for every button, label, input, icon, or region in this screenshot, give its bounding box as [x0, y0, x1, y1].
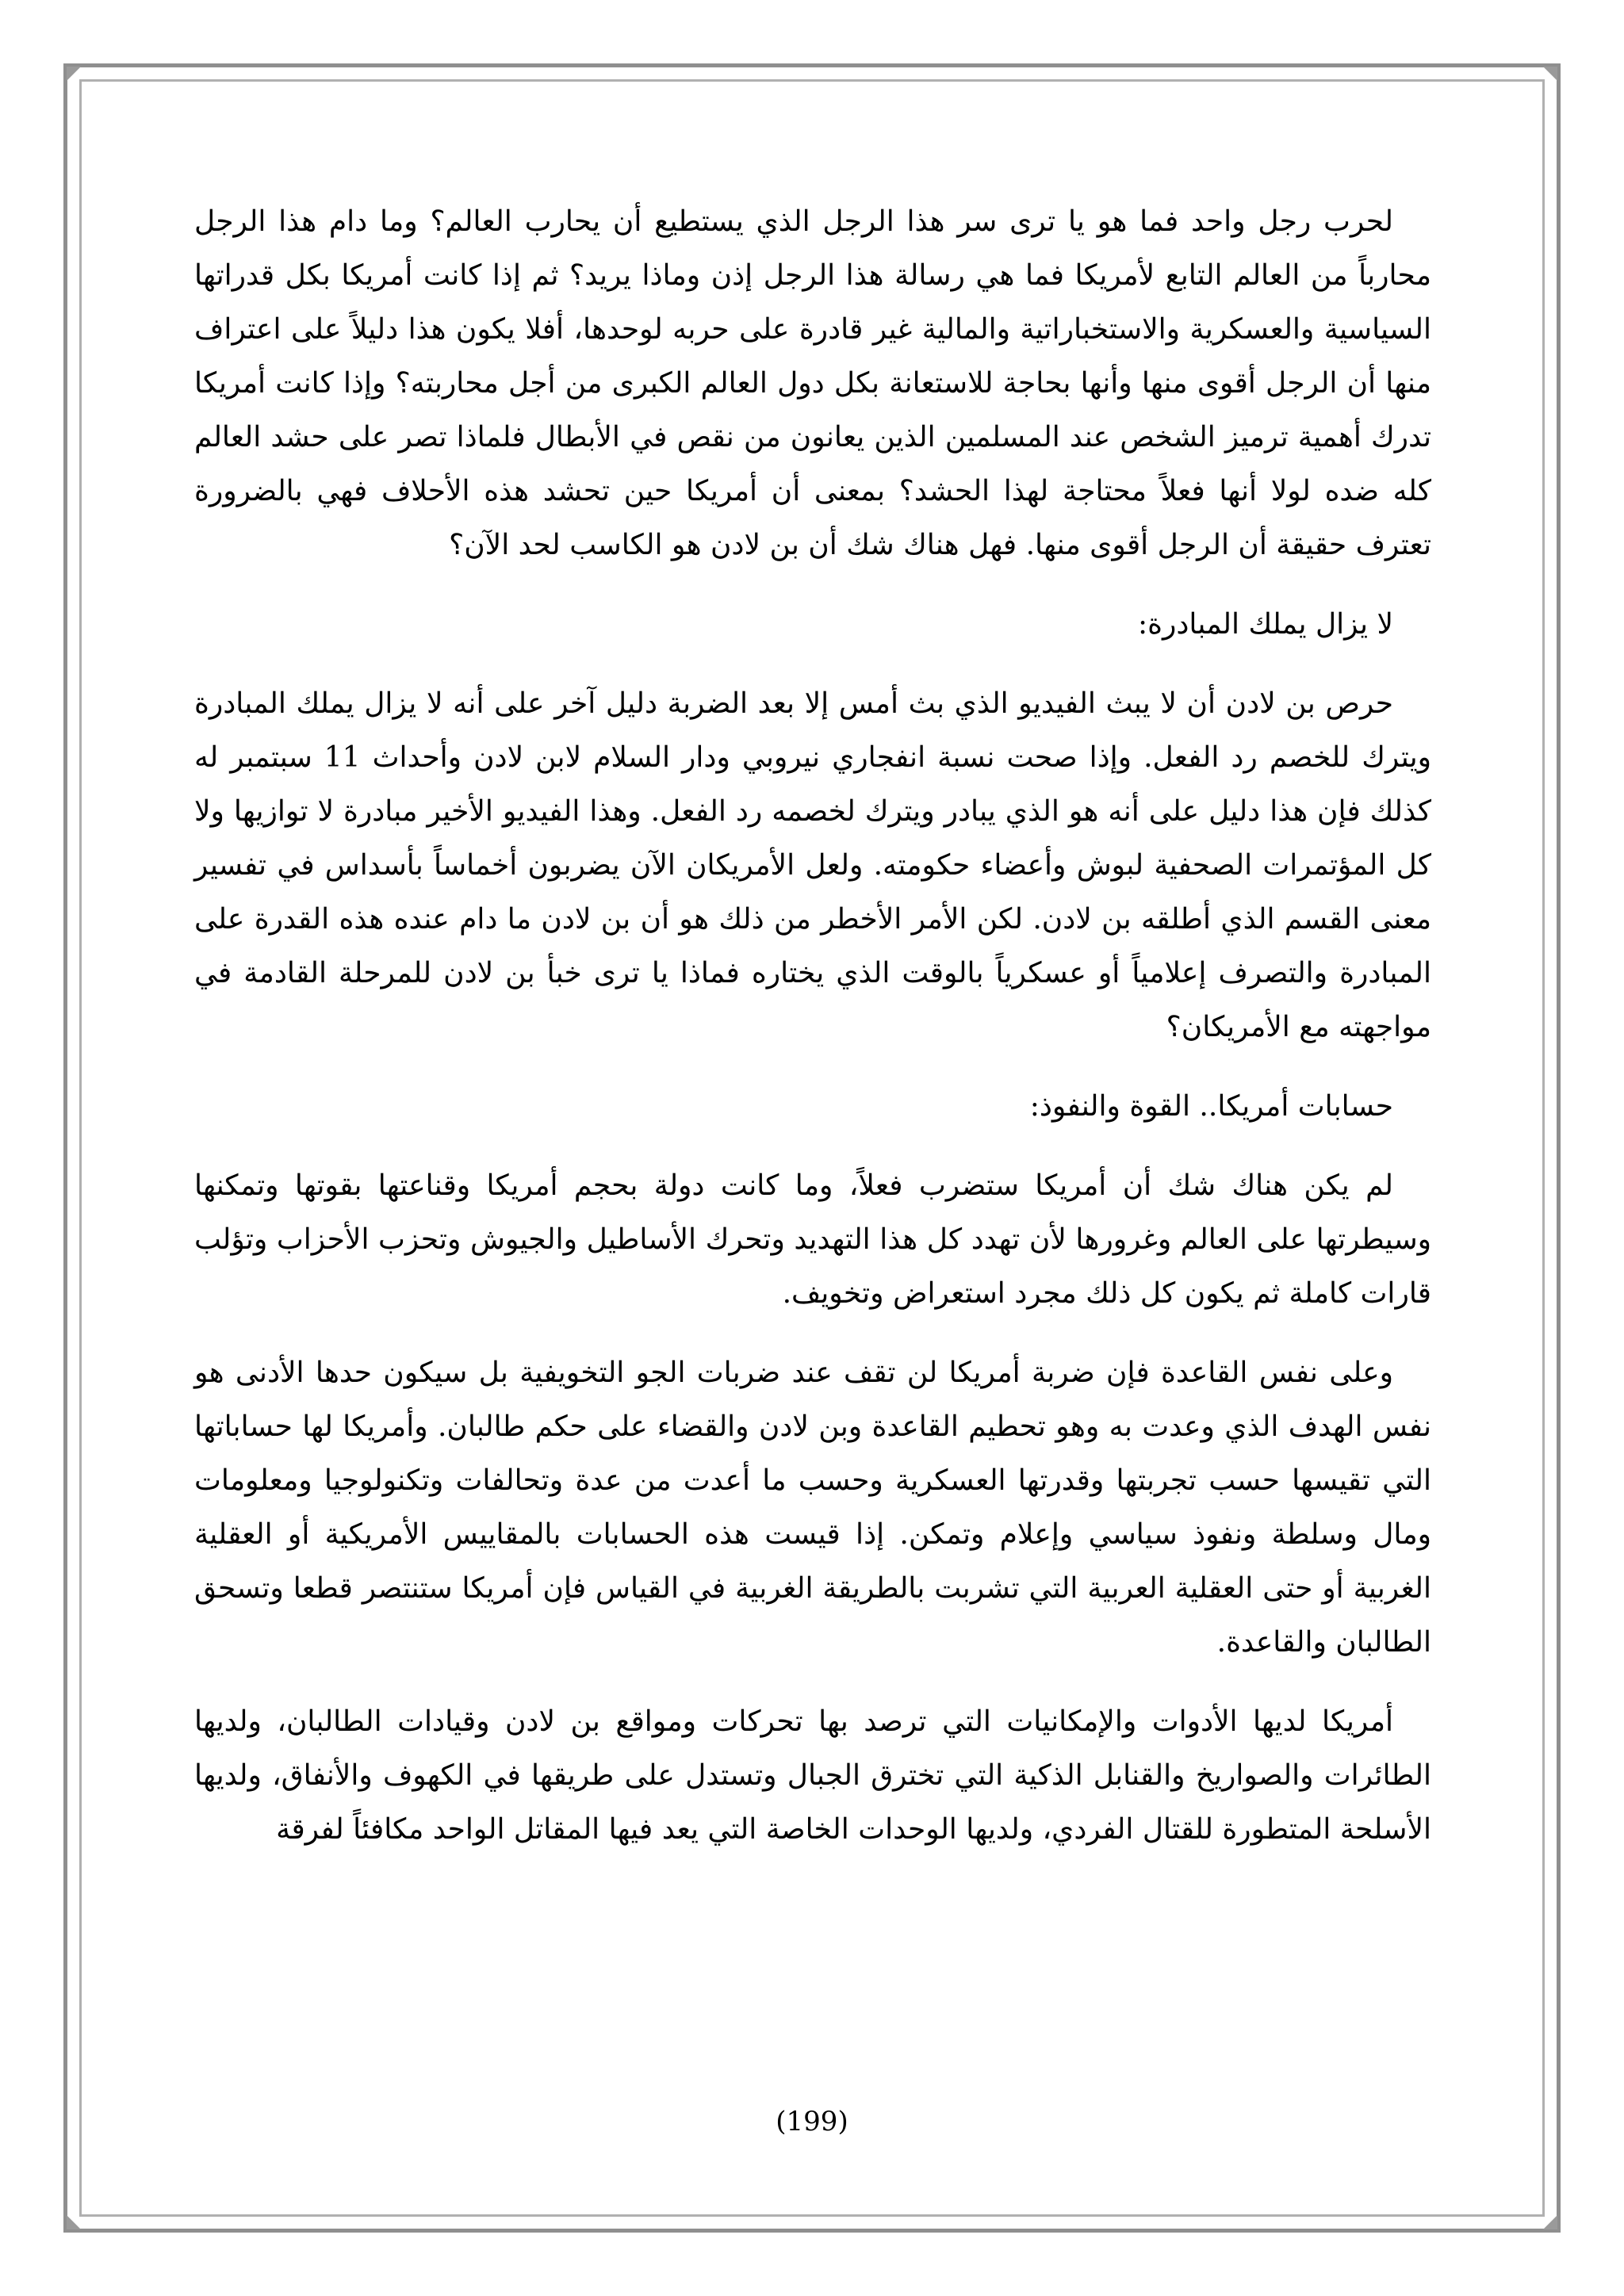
- paragraph: أمريكا لديها الأدوات والإمكانيات التي ترصد بها تحركات ومواقع بن لادن وقيادات الطالبان، ولديها الطائرات والصواريخ والقنابل الذكية التي تخترق الجبال وتستدل على طريقها في الكهوف والأنفاق، ولديها الأسلحة المتطورة للقتال الفردي، ولديها الوحدات الخاصة التي يعد فيها المقاتل الواحد مكافئاً لفرقة: [194, 1705, 1431, 1846]
- paragraph: حرص بن لادن أن لا يبث الفيديو الذي بث أمس إلا بعد الضربة دليل آخر على أنه لا يزال يملك المبادرة ويترك للخصم رد الفعل. وإذا صحت نسبة انفجاري نيروبي ودار السلام لابن لادن وأحداث 11 سبتمبر له كذلك فإن هذا دليل على أنه هو الذي يبادر ويترك لخصمه رد الفعل. وهذا الفيديو الأخير مبادرة لا توازيها ولا كل المؤتمرات الصحفية لبوش وأعضاء حكومته. ولعل الأمريكان الآن يضربون أخماساً بأسداس في تفسير معنى القسم الذي أطلقه بن لادن. لكن الأمر الأخطر من ذلك هو أن بن لادن ما دام عنده هذه القدرة على المبادرة والتصرف إعلامياً أو عسكرياً بالوقت الذي يختاره فماذا يا ترى خبأ بن لادن للمرحلة القادمة في مواجهته مع الأمريكان؟: [194, 687, 1431, 1043]
- paragraph: لم يكن هناك شك أن أمريكا ستضرب فعلاً، وما كانت دولة بحجم أمريكا وقناعتها بقوتها وتمكنها وسيطرتها على العالم وغرورها لأن تهدد كل هذا التهديد وتحرك الأساطيل والجيوش وتحزب الأحزاب وتؤلب قارات كاملة ثم يكون كل ذلك مجرد استعراض وتخويف.: [194, 1169, 1431, 1310]
- frame-corner-ornament: [1543, 67, 1557, 81]
- frame-corner-ornament: [67, 2215, 81, 2229]
- page-number: (199): [776, 2106, 848, 2137]
- section-heading: حسابات أمريكا.. القوة والنفوذ:: [1029, 1090, 1393, 1123]
- frame-corner-ornament: [67, 67, 81, 81]
- section-heading: لا يزال يملك المبادرة:: [1137, 608, 1393, 641]
- page-body: [194, 195, 1431, 1882]
- paragraph: لحرب رجل واحد فما هو يا ترى سر هذا الرجل الذي يستطيع أن يحارب العالم؟ وما دام هذا الرجل محارباً من العالم التابع لأمريكا فما هي رسالة هذا الرجل إذن وماذا يريد؟ ثم إذا كانت أمريكا بكل قدراتها السياسية والعسكرية والاستخباراتية والمالية غير قادرة على حربه لوحدها، أفلا يكون هذا دليلاً على اعتراف منها أن الرجل أقوى منها وأنها بحاجة للاستعانة بكل دول العالم الكبرى من أجل محاربته؟ وإذا كانت أمريكا تدرك أهمية ترميز الشخص عند المسلمين الذين يعانون من نقص في الأبطال فلماذا تصر على حشد العالم كله ضده لولا أنها فعلاً محتاجة لهذا الحشد؟ بمعنى أن أمريكا حين تحشد هذه الأحلاف فهي بالضرورة تعترف حقيقة أن الرجل أقوى منها. فهل هناك شك أن بن لادن هو الكاسب لحد الآن؟: [194, 205, 1431, 561]
- paragraph: وعلى نفس القاعدة فإن ضربة أمريكا لن تقف عند ضربات الجو التخويفية بل سيكون حدها الأدنى هو نفس الهدف الذي وعدت به وهو تحطيم القاعدة وبن لادن والقضاء على حكم طالبان. وأمريكا لها حساباتها التي تقيسها حسب تجربتها وقدرتها العسكرية وحسب ما أعدت من عدة وتحالفات وتكنولوجيا ومعلومات ومال وسلطة ونفوذ سياسي وإعلام وتمكن. إذا قيست هذه الحسابات بالمقاييس الأمريكية أو العقلية الغربية أو حتى العقلية العربية التي تشربت بالطريقة الغربية في القياس فإن أمريكا ستنتصر قطعا وتسحق الطالبان والقاعدة.: [194, 1357, 1431, 1659]
- frame-corner-ornament: [1543, 2215, 1557, 2229]
